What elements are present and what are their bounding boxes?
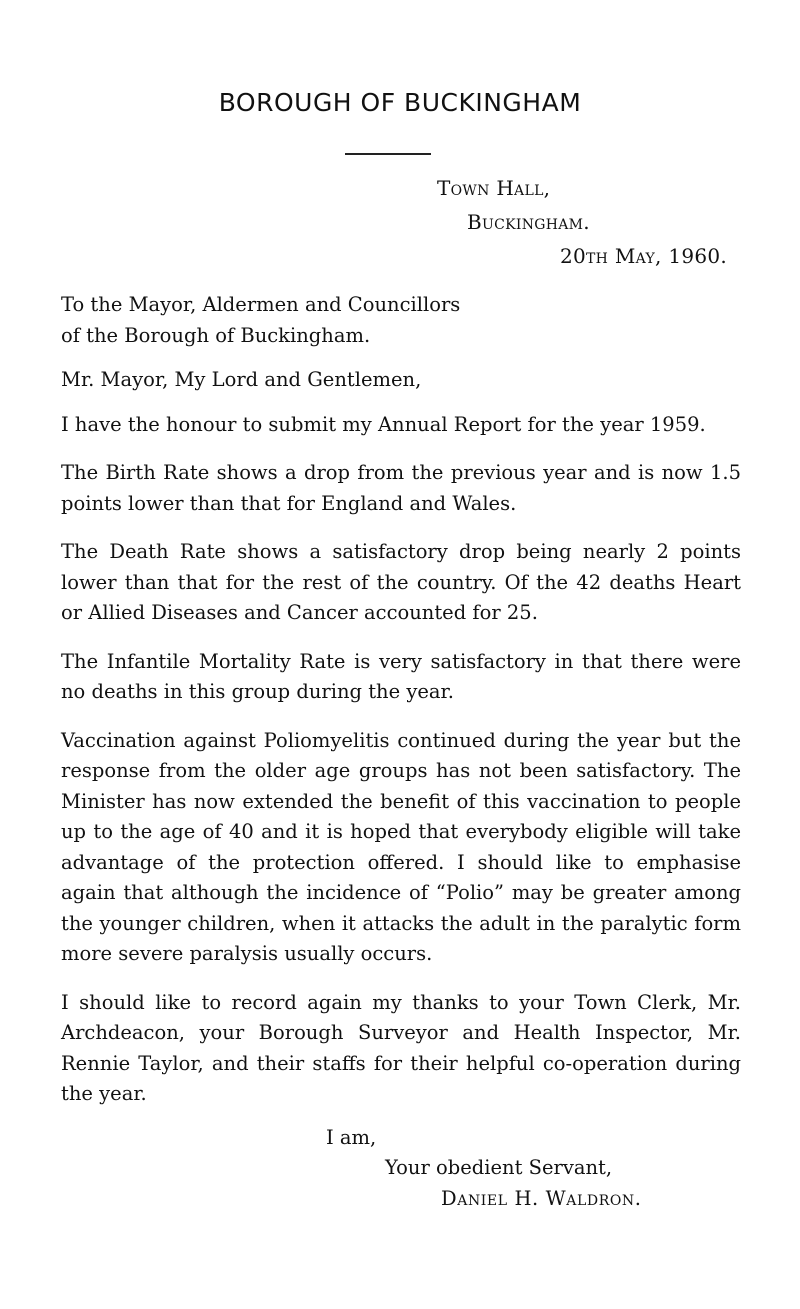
- paragraph: I have the honour to submit my Annual Report for the year 1959.: [61, 412, 706, 436]
- paragraph: I should like to record again my thanks to your Town Clerk, Mr. Archdeacon, your Borough Surveyor and Health Inspector, Mr. Rennie Taylor, and their staffs for their helpful co-operation during the year.: [61, 990, 741, 1105]
- recipient-line: To the Mayor, Aldermen and Councillors: [61, 293, 461, 316]
- address-line-town: Buckingham.: [467, 210, 590, 234]
- paragraph: Vaccination against Poliomyelitis continued during the year but the response from the older age groups has not been satisfactory. The Minister has now extended the benefit of this vaccination to people up to the age of 40 and it is hoped that everybody eligible will take advantage of the protection offered. I should like to emphasise again that although the incidence of “Polio” may be greater among the younger children, when it attacks the adult in the paralytic form more severe paralysis usually occurs.: [61, 728, 741, 965]
- paragraph: The Death Rate shows a satisfactory drop being nearly 2 points lower than that for the rest of the country. Of the 42 deaths Heart or Allied Diseases and Cancer accounted for 25.: [61, 540, 741, 624]
- letter-date: 20th May, 1960.: [560, 244, 728, 268]
- address-line-town-hall: Town Hall,: [437, 176, 551, 200]
- closing-line: I am,: [326, 1126, 377, 1149]
- recipient-line: of the Borough of Buckingham.: [61, 323, 371, 347]
- paragraph: The Infantile Mortality Rate is very satisfactory in that there were no deaths in this group during the year.: [61, 649, 741, 703]
- recipient-block: [61, 290, 741, 351]
- paragraph: The Birth Rate shows a drop from the previous year and is now 1.5 points lower than that for England and Wales.: [61, 461, 741, 515]
- signatory-name: Daniel H. Waldron.: [441, 1187, 642, 1210]
- closing-line: Your obedient Servant,: [385, 1156, 613, 1179]
- divider-rule: [345, 153, 431, 155]
- letter-body: [61, 290, 741, 1128]
- salutation: Mr. Mayor, My Lord and Gentlemen,: [61, 368, 422, 391]
- page-title: BOROUGH OF BUCKINGHAM: [218, 88, 582, 117]
